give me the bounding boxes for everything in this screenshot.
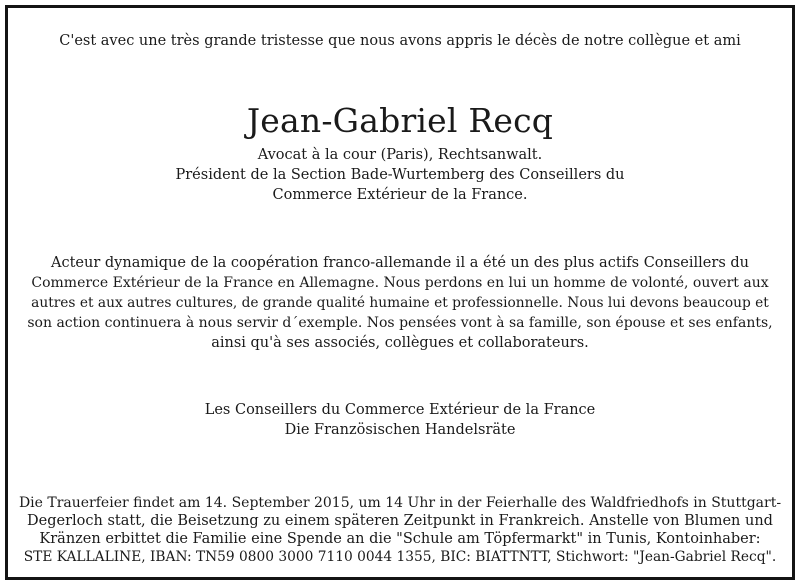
deceased-name: Jean-Gabriel Recq xyxy=(246,101,554,140)
signers-block xyxy=(8,400,792,440)
tribute-line: Acteur dynamique de la coopération franco-allemande il a été un des plus actifs Conseillers du xyxy=(51,255,749,271)
titles-block xyxy=(8,145,792,205)
tribute-paragraph xyxy=(26,253,774,353)
tribute-line: autres et aux autres cultures, de grande qualité humaine et professionnelle. Nous lui devons beaucoup et xyxy=(31,295,769,311)
tribute-line: ainsi qu'à ses associés, collègues et collaborateurs. xyxy=(211,335,589,351)
signer-line: Die Französischen Handelsräte xyxy=(284,422,516,438)
tribute-line: Commerce Extérieur de la France en Allemagne. Nous perdons en lui un homme de volonté, ouvert aux xyxy=(31,275,769,291)
funeral-details xyxy=(18,494,782,566)
tribute-line: son action continuera à nous servir d´exemple. Nos pensées vont à sa famille, son épouse et ses enfants, xyxy=(27,315,773,331)
title-line: Avocat à la cour (Paris), Rechtsanwalt. xyxy=(257,147,543,163)
title-line: Commerce Extérieur de la France. xyxy=(272,187,528,203)
funeral-line: Degerloch statt, die Beisetzung zu einem späteren Zeitpunkt in Frankreich. Anstelle von Blumen und xyxy=(27,513,773,529)
intro-text: C'est avec une très grande tristesse que nous avons appris le décès de notre collègue et ami xyxy=(59,33,741,49)
funeral-line: Kränzen erbittet die Familie eine Spende an die "Schule am Töpfermarkt" in Tunis, Kontoinhaber: xyxy=(39,531,761,547)
title-line: Président de la Section Bade-Wurtemberg des Conseillers du xyxy=(175,167,625,183)
funeral-line: STE KALLALINE, IBAN: TN59 0800 3000 7110 0044 1355, BIC: BIATTNTT, Stichwort: "Jean-Gabriel Recq". xyxy=(23,549,777,565)
signer-line: Les Conseillers du Commerce Extérieur de la France xyxy=(204,402,596,418)
funeral-line: Die Trauerfeier findet am 14. September 2015, um 14 Uhr in der Feierhalle des Waldfriedhofs in Stuttgart- xyxy=(18,495,782,511)
obituary-notice xyxy=(5,5,795,580)
